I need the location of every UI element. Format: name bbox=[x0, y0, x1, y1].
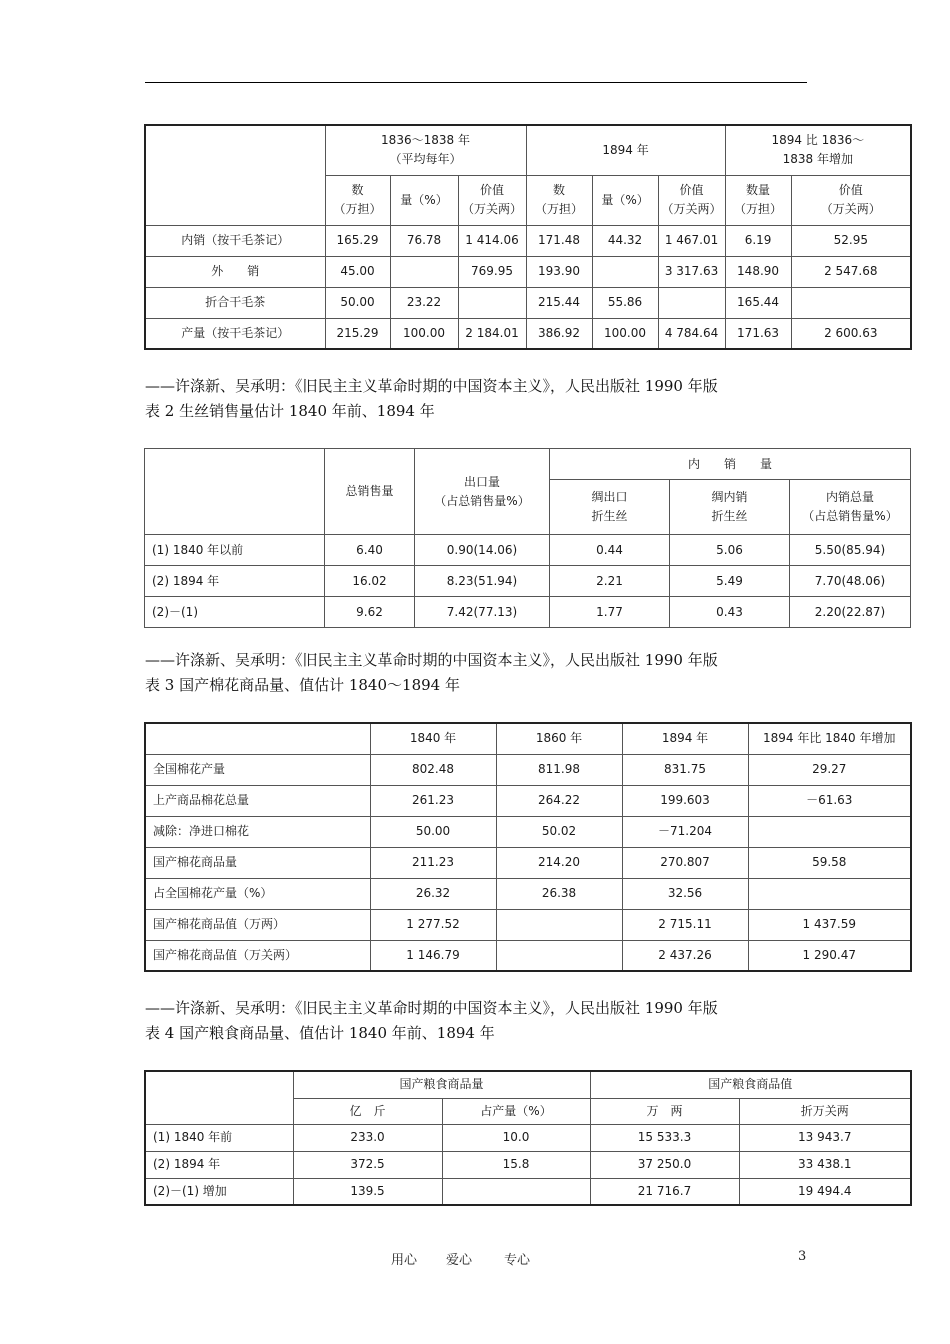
table-row bbox=[145, 566, 911, 597]
header-quantity: 数 （万担） bbox=[526, 175, 592, 225]
header-value: 价值 （万关两） bbox=[791, 175, 911, 225]
cell: 2.20(22.87) bbox=[790, 597, 911, 628]
cell: 148.90 bbox=[725, 256, 791, 287]
cell: 261.23 bbox=[370, 785, 496, 816]
source-citation: ——许涤新、吴承明：《旧民主主义革命时期的中国资本主义》，人民出版社 1990 年版 bbox=[145, 651, 718, 669]
cell: 10.0 bbox=[442, 1124, 590, 1151]
table-row bbox=[145, 940, 911, 971]
cell: 1 437.59 bbox=[748, 909, 911, 940]
cell: 0.43 bbox=[670, 597, 790, 628]
cell: 100.00 bbox=[592, 318, 658, 349]
cell bbox=[748, 878, 911, 909]
cell: 9.62 bbox=[325, 597, 415, 628]
cell: 21 716.7 bbox=[590, 1178, 739, 1205]
cell: 2 437.26 bbox=[622, 940, 748, 971]
cell bbox=[748, 816, 911, 847]
cell: 1 290.47 bbox=[748, 940, 911, 971]
cell bbox=[592, 256, 658, 287]
cell: 1 414.06 bbox=[458, 225, 526, 256]
row-label: 国产棉花商品值（万两） bbox=[145, 909, 370, 940]
cell: 2 184.01 bbox=[458, 318, 526, 349]
cell bbox=[496, 909, 622, 940]
cell: 13 943.7 bbox=[739, 1124, 911, 1151]
cell: 3 317.63 bbox=[658, 256, 725, 287]
row-label: 上产商品棉花总量 bbox=[145, 785, 370, 816]
cell: 32.56 bbox=[622, 878, 748, 909]
table-row bbox=[145, 847, 911, 878]
header-quantity: 数 （万担） bbox=[325, 175, 390, 225]
cell bbox=[458, 287, 526, 318]
cell: 386.92 bbox=[526, 318, 592, 349]
cell: 2 600.63 bbox=[791, 318, 911, 349]
cell: 193.90 bbox=[526, 256, 592, 287]
cell: 214.20 bbox=[496, 847, 622, 878]
table-row bbox=[145, 754, 911, 785]
cell: －61.63 bbox=[748, 785, 911, 816]
source-citation: ——许涤新、吴承明：《旧民主主义革命时期的中国资本主义》，人民出版社 1990 年版 bbox=[145, 999, 718, 1017]
row-label: 减除：净进口棉花 bbox=[145, 816, 370, 847]
cell: 8.23(51.94) bbox=[415, 566, 550, 597]
row-label: 国产棉花商品值（万关两） bbox=[145, 940, 370, 971]
footer-motto-3: 专心 bbox=[504, 1253, 531, 1268]
cell: 15 533.3 bbox=[590, 1124, 739, 1151]
table-row bbox=[145, 1151, 911, 1178]
row-label: (2) 1894 年 bbox=[145, 566, 325, 597]
header-year-1860: 1860 年 bbox=[496, 723, 622, 754]
row-label: (1) 1840 年以前 bbox=[145, 535, 325, 566]
table-corner-cell bbox=[145, 125, 325, 225]
cell: 831.75 bbox=[622, 754, 748, 785]
cell: 5.06 bbox=[670, 535, 790, 566]
cell: 811.98 bbox=[496, 754, 622, 785]
table-caption: 表 3 国产棉花商品量、值估计 1840～1894 年 bbox=[145, 676, 460, 694]
table-row bbox=[145, 785, 911, 816]
cell bbox=[658, 287, 725, 318]
table-caption: 表 4 国产粮食商品量、值估计 1840 年前、1894 年 bbox=[145, 1024, 495, 1042]
row-label: 国产棉花商品量 bbox=[145, 847, 370, 878]
table-row bbox=[145, 909, 911, 940]
cell: 171.63 bbox=[725, 318, 791, 349]
cell: 233.0 bbox=[293, 1124, 442, 1151]
cell: 2.21 bbox=[550, 566, 670, 597]
header-value: 价值 （万关两） bbox=[458, 175, 526, 225]
header-year-1894: 1894 年 bbox=[622, 723, 748, 754]
cell: 5.49 bbox=[670, 566, 790, 597]
header-unit-jin: 亿 斤 bbox=[293, 1098, 442, 1124]
cell: 372.5 bbox=[293, 1151, 442, 1178]
cell bbox=[390, 256, 458, 287]
cell: 5.50(85.94) bbox=[790, 535, 911, 566]
table-caption: 表 2 生丝销售量估计 1840 年前、1894 年 bbox=[145, 402, 435, 420]
header-silk-export: 绸出口 折生丝 bbox=[550, 480, 670, 535]
cell: 50.00 bbox=[325, 287, 390, 318]
row-label: (2)－(1) bbox=[145, 597, 325, 628]
header-period-1836: 1836～1838 年 （平均每年） bbox=[325, 125, 526, 175]
header-year-1840: 1840 年 bbox=[370, 723, 496, 754]
cell: 33 438.1 bbox=[739, 1151, 911, 1178]
row-label: (1) 1840 年前 bbox=[145, 1124, 293, 1151]
table-row bbox=[145, 225, 911, 256]
cell: 0.90(14.06) bbox=[415, 535, 550, 566]
cell: 26.32 bbox=[370, 878, 496, 909]
row-label: 内销（按干毛茶记） bbox=[145, 225, 325, 256]
cell: 26.38 bbox=[496, 878, 622, 909]
footer-motto-2: 爱心 bbox=[446, 1253, 473, 1268]
cell: 4 784.64 bbox=[658, 318, 725, 349]
cell: 1.77 bbox=[550, 597, 670, 628]
table-corner-cell bbox=[145, 1071, 293, 1124]
header-period-1894: 1894 年 bbox=[526, 125, 725, 175]
grain-table bbox=[144, 1070, 912, 1206]
row-label: 产量（按干毛茶记） bbox=[145, 318, 325, 349]
table-row bbox=[145, 256, 911, 287]
row-label: 全国棉花产量 bbox=[145, 754, 370, 785]
header-period-increase: 1894 比 1836～ 1838 年增加 bbox=[725, 125, 911, 175]
table-row bbox=[145, 287, 911, 318]
cell: 6.19 bbox=[725, 225, 791, 256]
row-label: 外 销 bbox=[145, 256, 325, 287]
header-percent: 量（%） bbox=[390, 175, 458, 225]
table-row bbox=[145, 1178, 911, 1205]
cell: 769.95 bbox=[458, 256, 526, 287]
cell: 139.5 bbox=[293, 1178, 442, 1205]
tea-sales-table bbox=[144, 124, 912, 350]
cell: 7.70(48.06) bbox=[790, 566, 911, 597]
table-corner-cell bbox=[145, 723, 370, 754]
cell: 199.603 bbox=[622, 785, 748, 816]
header-grain-quantity: 国产粮食商品量 bbox=[293, 1071, 590, 1098]
header-increase: 1894 年比 1840 年增加 bbox=[748, 723, 911, 754]
cell: 100.00 bbox=[390, 318, 458, 349]
cell: 50.00 bbox=[370, 816, 496, 847]
header-value: 价值 （万关两） bbox=[658, 175, 725, 225]
row-label: 占全国棉花产量（%） bbox=[145, 878, 370, 909]
header-unit-liang: 万 两 bbox=[590, 1098, 739, 1124]
cell: 52.95 bbox=[791, 225, 911, 256]
cell: 55.86 bbox=[592, 287, 658, 318]
header-rule bbox=[145, 82, 807, 83]
header-quantity: 数量 （万担） bbox=[725, 175, 791, 225]
cell: 264.22 bbox=[496, 785, 622, 816]
cell: －71.204 bbox=[622, 816, 748, 847]
cell: 37 250.0 bbox=[590, 1151, 739, 1178]
header-silk-domestic: 绸内销 折生丝 bbox=[670, 480, 790, 535]
table-row bbox=[145, 318, 911, 349]
header-total-sales: 总销售量 bbox=[325, 449, 415, 535]
cell: 2 715.11 bbox=[622, 909, 748, 940]
row-label: (2) 1894 年 bbox=[145, 1151, 293, 1178]
cell: 76.78 bbox=[390, 225, 458, 256]
cell: 19 494.4 bbox=[739, 1178, 911, 1205]
cell: 2 547.68 bbox=[791, 256, 911, 287]
header-percent: 量（%） bbox=[592, 175, 658, 225]
row-label: 折合干毛茶 bbox=[145, 287, 325, 318]
table-row bbox=[145, 878, 911, 909]
cell: 270.807 bbox=[622, 847, 748, 878]
table-row bbox=[145, 535, 911, 566]
page-number: 3 bbox=[798, 1249, 807, 1264]
footer-motto-1: 用心 bbox=[391, 1253, 418, 1268]
header-unit-haiguan: 折万关两 bbox=[739, 1098, 911, 1124]
cell: 1 277.52 bbox=[370, 909, 496, 940]
header-share: 占产量（%） bbox=[442, 1098, 590, 1124]
cell: 165.44 bbox=[725, 287, 791, 318]
cell: 50.02 bbox=[496, 816, 622, 847]
cell: 44.32 bbox=[592, 225, 658, 256]
cell: 45.00 bbox=[325, 256, 390, 287]
cell: 0.44 bbox=[550, 535, 670, 566]
cell: 165.29 bbox=[325, 225, 390, 256]
cell: 15.8 bbox=[442, 1151, 590, 1178]
table-row bbox=[145, 597, 911, 628]
row-label: (2)－(1) 增加 bbox=[145, 1178, 293, 1205]
cell: 215.29 bbox=[325, 318, 390, 349]
cell bbox=[442, 1178, 590, 1205]
cell: 59.58 bbox=[748, 847, 911, 878]
cell: 23.22 bbox=[390, 287, 458, 318]
cell: 6.40 bbox=[325, 535, 415, 566]
cell: 211.23 bbox=[370, 847, 496, 878]
header-domestic: 内 销 量 bbox=[550, 449, 911, 480]
table-row bbox=[145, 1124, 911, 1151]
table-row bbox=[145, 816, 911, 847]
cell bbox=[791, 287, 911, 318]
cell: 29.27 bbox=[748, 754, 911, 785]
header-grain-value: 国产粮食商品值 bbox=[590, 1071, 911, 1098]
header-export: 出口量 （占总销售量%） bbox=[415, 449, 550, 535]
cell: 1 146.79 bbox=[370, 940, 496, 971]
cell bbox=[496, 940, 622, 971]
cell: 1 467.01 bbox=[658, 225, 725, 256]
cotton-table bbox=[144, 722, 912, 972]
cell: 7.42(77.13) bbox=[415, 597, 550, 628]
table-corner-cell bbox=[145, 449, 325, 535]
header-domestic-total: 内销总量 （占总销售量%） bbox=[790, 480, 911, 535]
silk-sales-table bbox=[144, 448, 911, 628]
source-citation: ——许涤新、吴承明：《旧民主主义革命时期的中国资本主义》，人民出版社 1990 年版 bbox=[145, 377, 718, 395]
cell: 171.48 bbox=[526, 225, 592, 256]
cell: 802.48 bbox=[370, 754, 496, 785]
cell: 215.44 bbox=[526, 287, 592, 318]
cell: 16.02 bbox=[325, 566, 415, 597]
